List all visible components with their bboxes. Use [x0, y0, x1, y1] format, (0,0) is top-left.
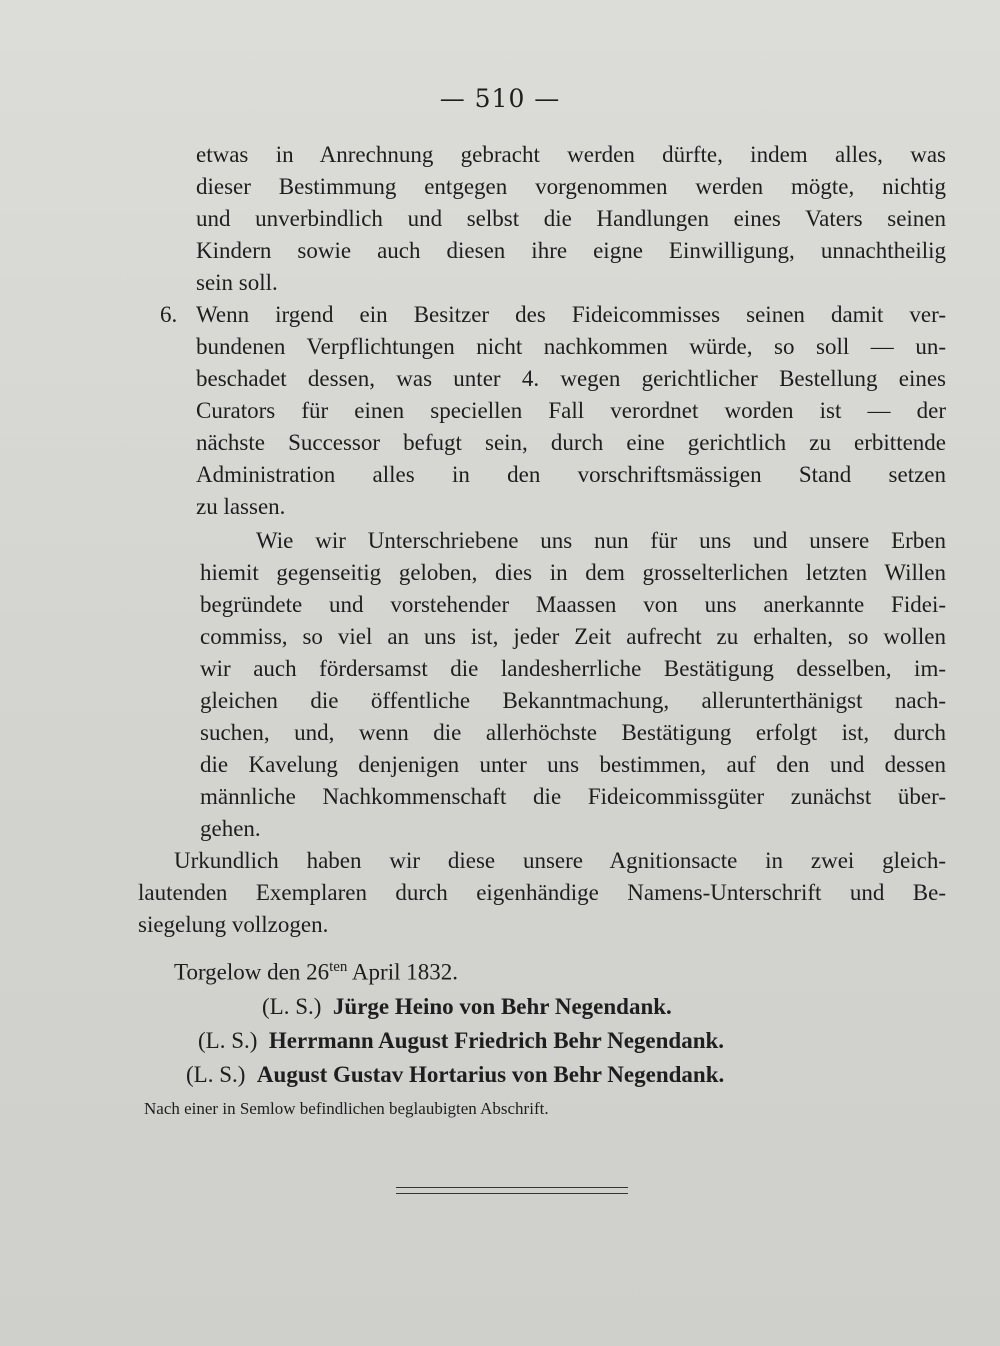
text-line: etwas in Anrechnung gebracht werden dürfte, indem alles, was: [196, 142, 946, 167]
seal-mark: (L. S.): [186, 1062, 246, 1087]
text-line: die Kavelung denjenigen unter uns bestimmen, auf den und dessen: [200, 752, 946, 777]
text-line: suchen, und, wenn die allerhöchste Bestätigung erfolgt ist, durch: [200, 720, 946, 745]
text-line: commiss, so viel an uns ist, jeder Zeit aufrecht zu erhalten, so wollen: [200, 624, 946, 649]
text-line: lautenden Exemplaren durch eigenhändige Namens-Unterschrift und Be-: [138, 880, 946, 905]
closing-double-rule: [396, 1187, 628, 1194]
text-line: gleichen die öffentliche Bekanntmachung, allerunterthänigst nach-: [200, 688, 946, 713]
signatory-name: Jürge Heino von Behr Negendank.: [332, 994, 672, 1019]
text-line: dieser Bestimmung entgegen vorgenommen werden mögte, nichtig: [196, 174, 946, 199]
text-line: hiemit gegenseitig geloben, dies in dem grosselterlichen letzten Willen: [200, 560, 946, 585]
text-line: gehen.: [200, 816, 261, 841]
date-prefix: Torgelow den 26: [174, 959, 330, 985]
text-line: männliche Nachkommenschaft die Fideicommissgüter zunächst über-: [200, 784, 946, 809]
signature-line: [262, 992, 672, 1022]
text-line: zu lassen.: [196, 494, 286, 519]
date-suffix: April 1832.: [347, 959, 458, 985]
text-line: Wie wir Unterschriebene uns nun für uns und unsere Erben: [256, 528, 946, 553]
text-line: begründete und vorstehender Maassen von uns anerkannte Fidei-: [200, 592, 946, 617]
text-line: Administration alles in den vorschriftsmässigen Stand setzen: [196, 462, 946, 487]
signature-line: [186, 1060, 724, 1090]
signatory-name: August Gustav Hortarius von Behr Negendank.: [256, 1062, 725, 1087]
text-line: nächste Successor befugt sein, durch eine gerichtlich zu erbittende: [196, 430, 946, 455]
source-note: Nach einer in Semlow befindlichen beglaubigten Abschrift.: [144, 1099, 549, 1118]
date-superscript: ten: [329, 959, 348, 975]
item-number: 6.: [160, 302, 178, 327]
text-line: bundenen Verpflichtungen nicht nachkommen würde, so soll — un-: [196, 334, 946, 359]
signatory-name: Herrmann August Friedrich Behr Negendank.: [268, 1028, 725, 1053]
text-line: beschadet dessen, was unter 4. wegen gerichtlicher Bestellung eines: [196, 366, 946, 391]
seal-mark: (L. S.): [262, 994, 322, 1019]
signature-line: [198, 1026, 724, 1056]
page-number: — 510 —: [439, 84, 561, 113]
text-line: und unverbindlich und selbst die Handlungen eines Vaters seinen: [196, 206, 946, 231]
date-line: [174, 952, 924, 988]
text-line: Curators für einen speciellen Fall verordnet worden ist — der: [196, 398, 946, 423]
text-line: siegelung vollzogen.: [138, 912, 329, 937]
text-line: Urkundlich haben wir diese unsere Agnitionsacte in zwei gleich-: [174, 848, 946, 873]
text-line: Wenn irgend ein Besitzer des Fideicommisses seinen damit ver-: [196, 302, 946, 327]
text-line: wir auch fördersamst die landesherrliche Bestätigung desselben, im-: [200, 656, 946, 681]
text-line: Kindern sowie auch diesen ihre eigne Einwilligung, unnachtheilig: [196, 238, 946, 263]
seal-mark: (L. S.): [198, 1028, 258, 1053]
text-line: sein soll.: [196, 270, 278, 295]
